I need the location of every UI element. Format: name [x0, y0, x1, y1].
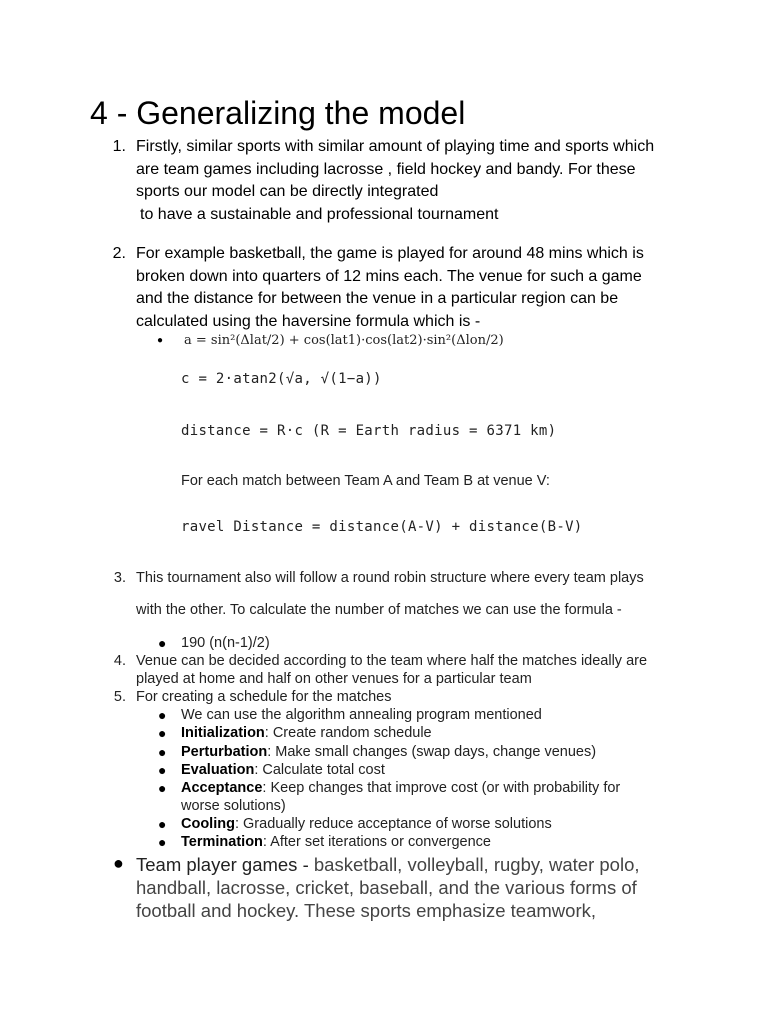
page-title: 4 - Generalizing the model — [90, 95, 466, 131]
text-line: sports our model can be directly integrated — [136, 183, 439, 200]
bullet-icon: ● — [158, 725, 167, 741]
item-number: 2. — [112, 245, 126, 262]
text-line: are team games including lacrosse , field hockey and bandy. For these — [136, 160, 636, 178]
team-games-text: Team player games - basketball, volleyball, rugby, water polo, handball, lacrosse, cricket, baseball, and the various forms of football and hockey. These sports emphasize teamwork, — [136, 854, 640, 921]
text-line: calculated using the haversine formula which is - — [136, 312, 481, 330]
distance-formula: distance = R·c (R = Earth radius = 6371 km) — [181, 423, 557, 439]
text-line: to have a sustainable and professional tournament — [140, 205, 499, 223]
item-5-line: For creating a schedule for the matches — [136, 689, 392, 705]
sub-item-cooling: Cooling: Gradually reduce acceptance of worse solutions — [181, 816, 552, 832]
item-1-text — [136, 136, 654, 226]
item-3-line-2: with the other. To calculate the number of matches we can use the formula - — [136, 602, 622, 618]
item-number: 3. — [113, 570, 126, 586]
sub-item-initialization: Initialization: Create random schedule — [181, 725, 432, 741]
item-4-line-2: played at home and half on other venues for a particular team — [136, 671, 532, 687]
bullet-icon: ● — [158, 744, 167, 760]
item-number: 4. — [113, 653, 126, 669]
sub-item-algorithm: We can use the algorithm annealing program mentioned — [181, 707, 542, 723]
item-2-text — [136, 243, 644, 333]
match-description: For each match between Team A and Team B at venue V: — [181, 473, 550, 489]
bullet-icon: ● — [113, 853, 124, 873]
sub-item-termination: Termination: After set iterations or convergence — [181, 834, 491, 850]
bullet-icon: ● — [158, 834, 167, 850]
sub-item-perturbation: Perturbation: Make small changes (swap days, change venues) — [181, 744, 597, 760]
item-number: 1. — [112, 138, 126, 155]
bullet-icon: ● — [158, 780, 167, 796]
match-count-formula: 190 (n(n-1)/2) — [181, 635, 270, 651]
sub-item-acceptance: Acceptance: Keep changes that improve cost (or with probability for worse solutions) — [181, 780, 621, 815]
bullet-icon: ● — [157, 335, 164, 346]
travel-distance-formula: ravel Distance = distance(A-V) + distance(B-V) — [181, 519, 583, 535]
item-4-line-1: Venue can be decided according to the team where half the matches ideally are — [136, 653, 648, 669]
bullet-icon: ● — [158, 762, 167, 778]
item-3-line-1: This tournament also will follow a round robin structure where every team plays — [136, 570, 644, 586]
text-line: and the distance for between the venue in a particular region can be — [136, 290, 619, 307]
item-number: 5. — [113, 689, 126, 705]
haversine-formula-a: a = sin²(Δlat/2) + cos(lat1)·cos(lat2)·sin²(Δlon/2) — [184, 333, 504, 348]
text-line: For example basketball, the game is played for around 48 mins which is — [136, 245, 644, 262]
bullet-icon: ● — [158, 816, 167, 832]
bullet-icon: ● — [158, 635, 167, 651]
text-line: broken down into quarters of 12 mins each. The venue for such a game — [136, 267, 642, 285]
sub-item-evaluation: Evaluation: Calculate total cost — [181, 762, 385, 778]
haversine-formula-c: c = 2·atan2(√a, √(1−a)) — [181, 371, 382, 387]
bullet-icon: ● — [158, 707, 167, 723]
text-line: Firstly, similar sports with similar amount of playing time and sports which — [136, 138, 655, 155]
